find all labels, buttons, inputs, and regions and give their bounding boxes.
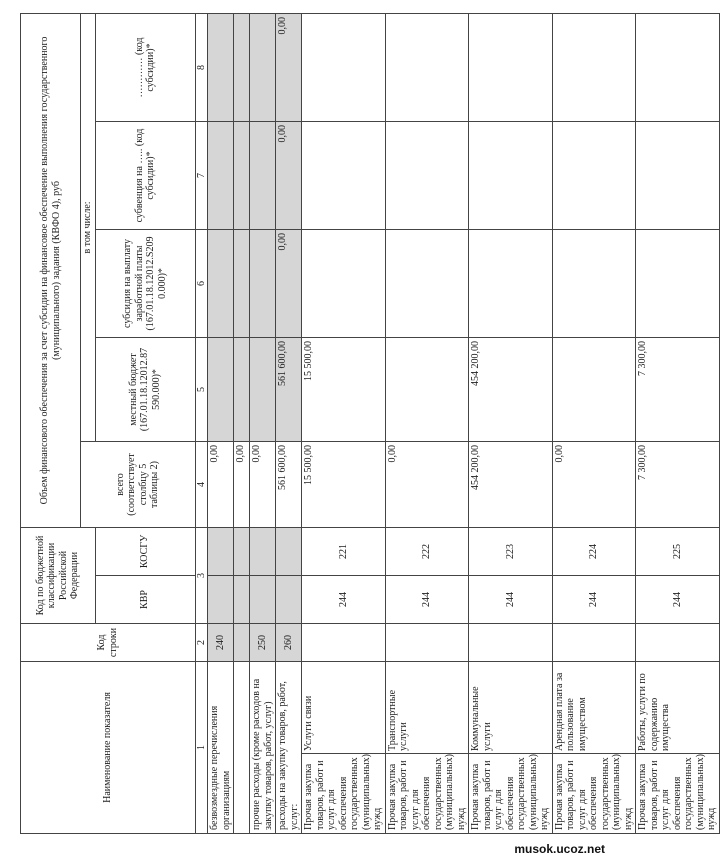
detail-kvr: 244 xyxy=(552,575,636,623)
detail-code xyxy=(552,623,636,661)
budget-code-header: Код по бюджетной классификации Российской Федерации xyxy=(21,527,96,623)
row-local xyxy=(250,337,276,441)
subsidy-other-header: ………… (код субсидии)* xyxy=(95,13,195,121)
detail-salary xyxy=(302,229,386,337)
detail-subvention xyxy=(469,121,553,229)
detail-name: Прочая закупка товаров, работ и услуг для обеспечения государственных (муниципальных) нужд xyxy=(385,754,469,834)
row-total: 0,00 xyxy=(208,441,234,527)
row-other xyxy=(250,13,276,121)
detail-other xyxy=(302,13,386,121)
total-header: всего (соответствует столбцу 5 таблицы 2) xyxy=(81,441,196,527)
row-subvention xyxy=(234,121,250,229)
detail-local: 454 200,00 xyxy=(469,337,553,441)
row-name: безвозмездные перечисления организациям xyxy=(208,661,234,833)
detail-kosgu: 225 xyxy=(636,527,720,575)
detail-salary xyxy=(469,229,553,337)
row-code: 250 xyxy=(250,623,276,661)
row-local xyxy=(234,337,250,441)
watermark: musok.ucoz.net xyxy=(514,842,605,856)
row-subvention xyxy=(208,121,234,229)
row-salary xyxy=(250,229,276,337)
detail-total: 7 300,00 xyxy=(636,441,720,527)
detail-subvention xyxy=(302,121,386,229)
detail-sub: Коммунальные услуги xyxy=(469,661,553,753)
detail-code xyxy=(385,623,469,661)
detail-other xyxy=(469,13,553,121)
col-num-8: 8 xyxy=(195,13,208,121)
row-total: 0,00 xyxy=(234,441,250,527)
row-local: 561 600,00 xyxy=(276,337,302,441)
row-kosgu xyxy=(234,527,250,575)
row-name xyxy=(234,661,250,833)
salary-subsidy-header: субсидия на выплату заработной платы (167.01.18.12012.S209 0.000)* xyxy=(95,229,195,337)
detail-name: Прочая закупка товаров, работ и услуг для обеспечения государственных (муниципальных) нужд xyxy=(469,754,553,834)
row-code: 240 xyxy=(208,623,234,661)
row-salary xyxy=(208,229,234,337)
detail-name: Прочая закупка товаров, работ и услуг для обеспечения государственных (муниципальных) нужд xyxy=(552,754,636,834)
detail-kvr: 244 xyxy=(302,575,386,623)
detail-row xyxy=(302,13,386,833)
col-num-2: 2 xyxy=(195,623,208,661)
including-header: в том числе: xyxy=(81,13,96,441)
detail-local xyxy=(385,337,469,441)
col-num-7: 7 xyxy=(195,121,208,229)
detail-salary xyxy=(636,229,720,337)
row-kosgu xyxy=(250,527,276,575)
row-code xyxy=(234,623,250,661)
detail-salary xyxy=(552,229,636,337)
detail-row xyxy=(636,13,720,833)
detail-total: 454 200,00 xyxy=(469,441,553,527)
row-other xyxy=(208,13,234,121)
col-num-1: 1 xyxy=(195,661,208,833)
detail-total: 15 500,00 xyxy=(302,441,386,527)
detail-kvr: 244 xyxy=(469,575,553,623)
detail-other xyxy=(636,13,720,121)
detail-other xyxy=(552,13,636,121)
detail-local xyxy=(552,337,636,441)
detail-sub: Арендная плата за пользование имуществом xyxy=(552,661,636,753)
detail-other xyxy=(385,13,469,121)
detail-row xyxy=(552,13,636,833)
row-kosgu xyxy=(208,527,234,575)
rotated-table-wrapper xyxy=(20,14,717,834)
row-subvention xyxy=(250,121,276,229)
table-row xyxy=(250,13,276,833)
col-num-5: 5 xyxy=(195,337,208,441)
kvr-header: КВР xyxy=(95,575,195,623)
col-num-3: 3 xyxy=(195,527,208,623)
volume-header: Объем финансового обеспечения за счет субсидии на финансовое обеспечение выполнения государственного (муниципального) задания (КВФО 4), руб xyxy=(21,13,81,527)
detail-kvr: 244 xyxy=(385,575,469,623)
detail-salary xyxy=(385,229,469,337)
detail-subvention xyxy=(636,121,720,229)
detail-name: Прочая закупка товаров, работ и услуг для обеспечения государственных (муниципальных) нужд xyxy=(636,754,720,834)
row-name: прочие расходы (кроме расходов на закупку товаров, работ, услуг) xyxy=(250,661,276,833)
table-row xyxy=(276,13,302,833)
table-row xyxy=(208,13,234,833)
table-row xyxy=(234,13,250,833)
detail-local: 7 300,00 xyxy=(636,337,720,441)
row-other: 0,00 xyxy=(276,13,302,121)
row-kosgu xyxy=(276,527,302,575)
row-kvr xyxy=(250,575,276,623)
detail-sub: Транспортные услуги xyxy=(385,661,469,753)
row-kvr xyxy=(234,575,250,623)
finance-table xyxy=(20,13,720,834)
row-kvr xyxy=(276,575,302,623)
col-num-6: 6 xyxy=(195,229,208,337)
detail-code xyxy=(469,623,553,661)
row-salary xyxy=(234,229,250,337)
detail-kosgu: 224 xyxy=(552,527,636,575)
detail-kosgu: 221 xyxy=(302,527,386,575)
detail-name: Прочая закупка товаров, работ и услуг для обеспечения государственных (муниципальных) нужд xyxy=(302,754,386,834)
detail-total: 0,00 xyxy=(385,441,469,527)
row-local xyxy=(208,337,234,441)
detail-total: 0,00 xyxy=(552,441,636,527)
detail-subvention xyxy=(552,121,636,229)
kosgu-header: КОСГУ xyxy=(95,527,195,575)
subvention-header: субвенция на ….. (код субсидии)* xyxy=(95,121,195,229)
row-code: 260 xyxy=(276,623,302,661)
detail-row xyxy=(469,13,553,833)
detail-kosgu: 222 xyxy=(385,527,469,575)
row-total: 561 600,00 xyxy=(276,441,302,527)
detail-kosgu: 223 xyxy=(469,527,553,575)
detail-sub: Услуги связи xyxy=(302,661,386,753)
row-subvention: 0,00 xyxy=(276,121,302,229)
column-number-row xyxy=(195,13,208,833)
header-row-1 xyxy=(21,13,81,833)
row-code-header: Код строки xyxy=(21,623,196,661)
local-budget-header: местный бюджет (167.01.18.12012.87 590.000)* xyxy=(95,337,195,441)
row-salary: 0,00 xyxy=(276,229,302,337)
detail-kvr: 244 xyxy=(636,575,720,623)
detail-local: 15 500,00 xyxy=(302,337,386,441)
row-name: расходы на закупку товаров, работ, услуг: xyxy=(276,661,302,833)
col-num-4: 4 xyxy=(195,441,208,527)
row-other xyxy=(234,13,250,121)
detail-subvention xyxy=(385,121,469,229)
detail-row xyxy=(385,13,469,833)
detail-code xyxy=(302,623,386,661)
indicator-header: Наименование показателя xyxy=(21,661,196,833)
detail-code xyxy=(636,623,720,661)
detail-sub: Работы, услуги по содержанию имущества xyxy=(636,661,720,753)
row-kvr xyxy=(208,575,234,623)
row-total: 0,00 xyxy=(250,441,276,527)
